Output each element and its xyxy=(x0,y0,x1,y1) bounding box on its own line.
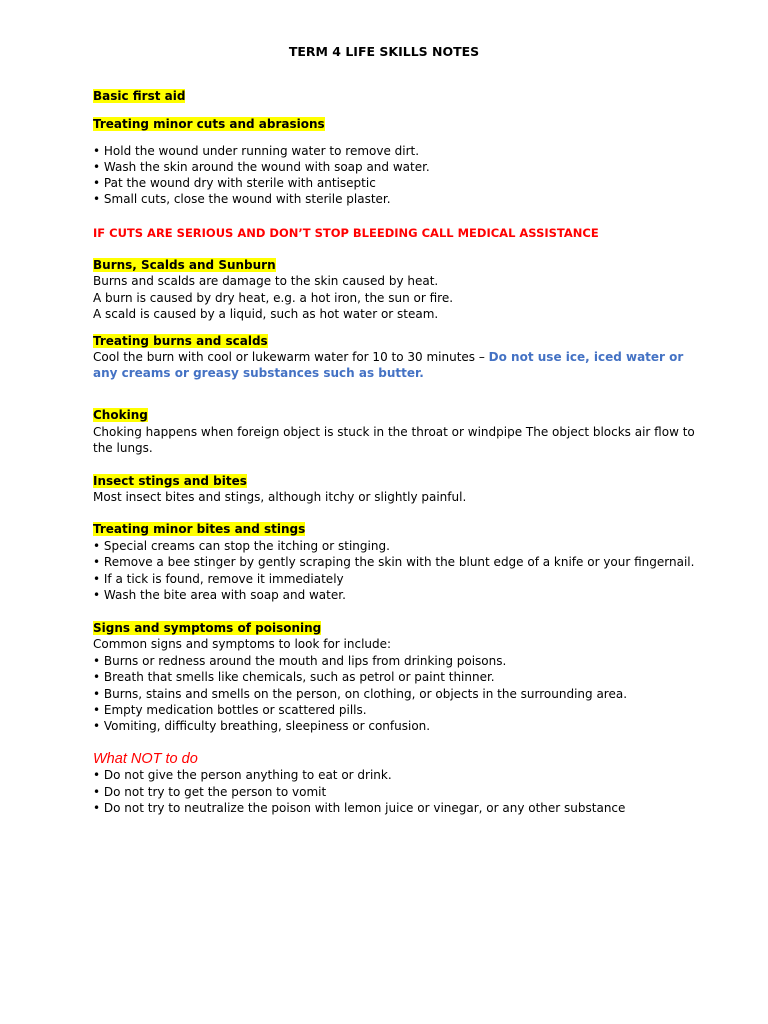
section-heading-basic-first-aid xyxy=(93,88,185,104)
list-item: • Burns, stains and smells on the person, on clothing, or objects in the surrounding area. xyxy=(93,687,628,701)
section-heading-poisoning xyxy=(93,620,321,636)
choking-text: Choking happens when foreign object is stuck in the throat or windpipe The object blocks air flow to xyxy=(93,425,695,439)
burns-line: Burns and scalds are damage to the skin caused by heat. xyxy=(93,274,439,288)
poisoning-intro: Common signs and symptoms to look for include: xyxy=(93,637,392,651)
burns-line: A scald is caused by a liquid, such as hot water or steam. xyxy=(93,307,439,321)
section-heading-cuts xyxy=(93,116,325,132)
list-item: • Burns or redness around the mouth and lips from drinking poisons. xyxy=(93,654,507,668)
burns-heading: Burns, Scalds and Sunburn xyxy=(93,258,276,272)
burns-line: A burn is caused by dry heat, e.g. a hot iron, the sun or fire. xyxy=(93,291,454,305)
list-item: • Wash the skin around the wound with soap and water. xyxy=(93,160,430,174)
section-heading-choking xyxy=(93,407,148,423)
treating-bites-heading: Treating minor bites and stings xyxy=(93,522,306,536)
cuts-warning-text: IF CUTS ARE SERIOUS AND DON’T STOP BLEEDING CALL MEDICAL ASSISTANCE xyxy=(93,226,599,240)
page-title: TERM 4 LIFE SKILLS NOTES xyxy=(288,44,480,59)
treating-burns-instruction: Cool the burn with cool or lukewarm water for 10 to 30 minutes – xyxy=(93,350,489,364)
treating-burns-heading: Treating burns and scalds xyxy=(93,334,268,348)
section-heading-not-to-do xyxy=(93,750,198,768)
treating-burns-warning-1: Do not use ice, iced water or xyxy=(488,350,684,364)
not-to-do-heading: What NOT to do xyxy=(93,751,198,767)
cuts-heading: Treating minor cuts and abrasions xyxy=(93,117,325,131)
choking-text: the lungs. xyxy=(93,441,153,455)
list-item: • If a tick is found, remove it immediately xyxy=(93,572,344,586)
treating-burns-text xyxy=(93,349,683,365)
section-heading-treating-burns xyxy=(93,333,268,349)
list-item: • Pat the wound dry with sterile with antiseptic xyxy=(93,176,376,190)
treating-burns-warning-2: any creams or greasy substances such as butter. xyxy=(93,366,424,380)
section-heading-burns xyxy=(93,257,276,273)
insect-text: Most insect bites and stings, although itchy or slightly painful. xyxy=(93,490,467,504)
list-item: • Hold the wound under running water to remove dirt. xyxy=(93,144,420,158)
choking-heading: Choking xyxy=(93,408,148,422)
list-item: • Do not try to get the person to vomit xyxy=(93,785,327,799)
list-item: • Do not try to neutralize the poison with lemon juice or vinegar, or any other substance xyxy=(93,801,626,815)
section-heading-insect xyxy=(93,473,247,489)
list-item: • Remove a bee stinger by gently scraping the skin with the blunt edge of a knife or your fingernail. xyxy=(93,555,695,569)
list-item: • Breath that smells like chemicals, such as petrol or paint thinner. xyxy=(93,670,495,684)
list-item: • Wash the bite area with soap and water. xyxy=(93,588,346,602)
list-item: • Special creams can stop the itching or stinging. xyxy=(93,539,390,553)
poisoning-heading: Signs and symptoms of poisoning xyxy=(93,621,322,635)
section-heading-treating-bites xyxy=(93,521,305,537)
list-item: • Small cuts, close the wound with sterile plaster. xyxy=(93,192,391,206)
basic-first-aid-heading: Basic first aid xyxy=(93,89,186,103)
treating-burns-warning-line xyxy=(93,365,424,381)
list-item: • Do not give the person anything to eat or drink. xyxy=(93,768,392,782)
cuts-warning xyxy=(93,225,599,241)
insect-heading: Insect stings and bites xyxy=(93,474,247,488)
list-item: • Empty medication bottles or scattered pills. xyxy=(93,703,367,717)
list-item: • Vomiting, difficulty breathing, sleepiness or confusion. xyxy=(93,719,431,733)
